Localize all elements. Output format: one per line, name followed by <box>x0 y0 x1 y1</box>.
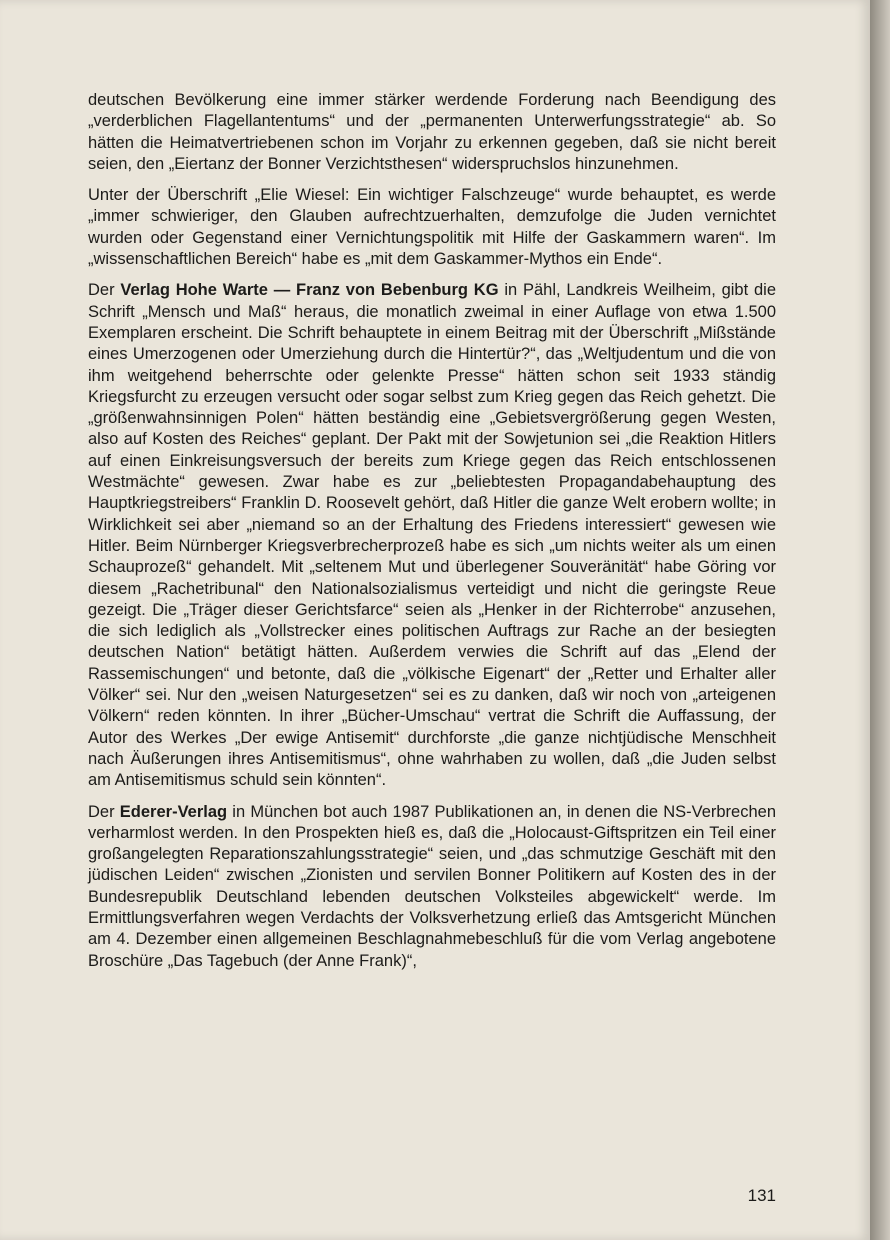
paragraph-4-lead: Der <box>88 802 120 821</box>
paragraph-3 <box>88 280 776 791</box>
paragraph-3-text: in Pähl, Landkreis Weilheim, gibt die Schrift „Mensch und Maß“ heraus, die monatlich zweimal in einer Auflage von etwa 1.500 Exemplaren erscheint. Die Schrift behauptete in einem Beitrag mit der Überschrift „Mißstände eines Umerzogenen oder Umerziehung durch die Hintertür?“, das „Weltjudentum und die von ihm weitgehend beherrschte oder gelenkte Presse“ hätten schon seit 1933 ständig Kriegsfurcht zu erzeugen versucht oder sogar selbst zum Krieg gegen das Reich gehetzt. Die „größenwahnsinnigen Polen“ hätten beständig eine „Gebietsvergrößerung gegen Westen, also auf Kosten des Reiches“ geplant. Der Pakt mit der Sowjetunion sei „die Reaktion Hitlers auf einen Einkreisungsversuch der bereits zum Kriege gegen das Reich entschlossenen Westmächte“ gewesen. Zwar habe es zur „beliebtesten Propagandabehauptung des Hauptkriegstreibers“ Franklin D. Roosevelt gehört, daß Hitler die ganze Welt erobern wollte; in Wirklichkeit sei aber „niemand so an der Erhaltung des Friedens interessiert“ gewesen wie Hitler. Beim Nürnberger Kriegsverbrecherprozeß habe es sich „um nichts weiter als um einen Schauprozeß“ gehandelt. Mit „seltenem Mut und überlegener Souveränität“ habe Göring vor diesem „Rachetribunal“ den Nationalsozialismus verteidigt und nicht die geringste Reue gezeigt. Die „Träger dieser Gerichtsfarce“ seien als „Henker in der Richterrobe“ anzusehen, die sich lediglich als „Vollstrecker eines politischen Auftrags zur Rache an der besiegten deutschen Nation“ betätigt hätten. Außerdem verwies die Schrift auf das „Elend der Rassemischungen“ und betonte, daß die „völkische Eigenart“ der „Retter und Erhalter aller Völker“ sei. Nur den „weisen Naturgesetzen“ sei es zu danken, daß wir noch von „arteigenen Völkern“ reden könnten. In ihrer „Bücher-Umschau“ vertrat die Schrift die Auffassung, der Autor des Werkes „Der ewige Antisemit“ durchforste „die ganze nichtjüdische Menschheit nach Äußerungen ihres Antisemitismus“, ohne wahrhaben zu wollen, daß „die Juden selbst am Antisemitismus schuld sein könnten“. <box>88 281 776 790</box>
paragraph-1 <box>88 90 776 175</box>
body-text <box>88 90 776 982</box>
paragraph-2-text: Unter der Überschrift „Elie Wiesel: Ein wichtiger Falschzeuge“ wurde behauptet, es werde „immer schwieriger, den Glauben aufrechtzuerhalten, demzufolge die Juden vernichtet wurden oder Gegenstand einer Vernichtungspolitik mit Hilfe der Gaskammern waren“. Im „wissenschaftlichen Bereich“ habe es „mit dem Gaskammer-Mythos ein Ende“. <box>88 186 776 269</box>
publisher-name-ederer: Ederer-Verlag <box>119 802 228 821</box>
page-edge <box>870 0 890 1240</box>
paragraph-4-text: in München bot auch 1987 Publikationen an, in denen die NS-Verbrechen verharmlost werden. In den Prospekten hieß es, daß die „Holocaust-Giftspritzen ein Teil einer großangelegten Reparationszahlungsstrategie“ seien, und „das schmutzige Geschäft mit den jüdischen Leiden“ zwischen „Zionisten und servilen Bonner Politikern auf Kosten des in der Bundesrepublik Deutschland lebenden deutschen Volksteiles abgewickelt“ werde. Im Ermittlungsverfahren wegen Verdachts der Volksverhetzung erließ das Amtsgericht München am 4. Dezember einen allgemeinen Beschlagnahmebeschluß für die vom Verlag angebotene Broschüre „Das Tagebuch (der Anne Frank)“, <box>88 802 777 970</box>
paragraph-2 <box>88 185 776 270</box>
paragraph-1-text: deutschen Bevölkerung eine immer stärker werdende Forderung nach Beendigung des „verderblichen Flagellantentums“ und der „permanenten Unterwerfungsstrategie“ ab. So hätten die Heimatvertriebenen schon im Vorjahr zu erkennen gegeben, daß sie nicht bereit seien, den „Eiertanz der Bonner Verzichtsthesen“ widerspruchslos hinzunehmen. <box>88 91 776 173</box>
paragraph-4 <box>88 802 776 972</box>
publisher-name-hohe-warte: Verlag Hohe Warte — Franz von Bebenburg KG <box>120 281 499 300</box>
paragraph-3-lead: Der <box>88 281 121 300</box>
page-number: 131 <box>747 1186 776 1205</box>
